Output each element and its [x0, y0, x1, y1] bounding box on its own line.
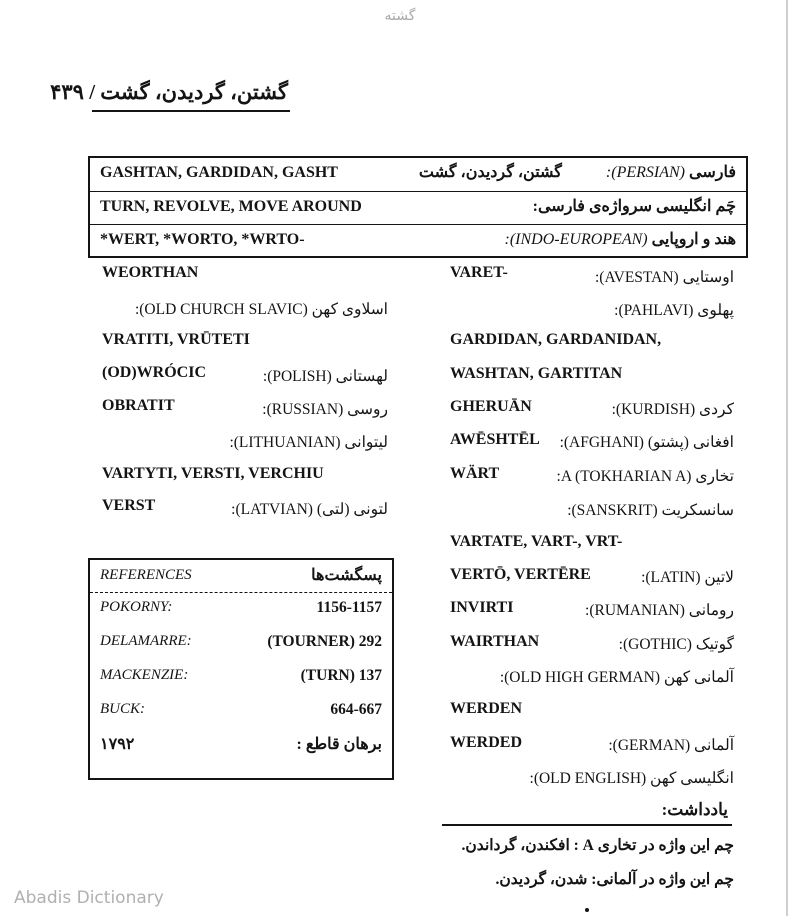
note-line: چم این واژه در تخاری A : افکندن، گرداندن. — [461, 837, 734, 854]
meaning-label-text: چَم انگلیسی سرواژه‌ی فارسی: — [532, 198, 736, 215]
pie-label — [505, 229, 736, 249]
reference-row — [90, 730, 392, 760]
lang-label: لاتین (LATIN): — [641, 569, 734, 586]
reference-row — [90, 594, 392, 624]
lang-label: آلمانی (GERMAN): — [608, 737, 734, 754]
reference-value: (TURN) 137 — [300, 667, 382, 684]
notes-rule — [442, 824, 732, 826]
lang-label: انگلیسی کهن (OLD ENGLISH): — [529, 770, 734, 787]
page-edge-line — [786, 0, 788, 916]
cognate-word: VARET- — [450, 264, 508, 281]
headword-row-meaning — [90, 191, 746, 225]
lang-label: گوتیک (GOTHIC): — [618, 636, 734, 653]
cognate-word: WASHTAN, GARTITAN — [450, 365, 623, 382]
lang-label: افغانی (پشتو) (AFGHANI): — [559, 434, 734, 451]
top-title: گشته — [384, 8, 416, 24]
lang-label: کردی (KURDISH): — [611, 401, 734, 418]
references-title-fa: پسگشت‌ها — [311, 567, 382, 584]
reference-row — [90, 628, 392, 658]
cognate-word: INVIRTI — [450, 599, 514, 616]
headword-fa — [419, 162, 736, 182]
page-header: گشتن، گردیدن، گشت / ۴۳۹ — [50, 80, 288, 104]
cognate-word: VERST — [102, 497, 156, 514]
headword-row-persian — [90, 158, 746, 191]
pie-label-text: هند و اروپایی — [651, 231, 736, 248]
lang-label: لهستانی (POLISH): — [262, 368, 388, 385]
headword-en: GASHTAN, GARDIDAN, GASHT — [100, 164, 338, 181]
lang-label: آلمانی کهن (OLD HIGH GERMAN): — [499, 669, 734, 686]
references-header — [90, 560, 392, 593]
reference-key: MACKENZIE: — [100, 667, 189, 683]
lang-latin: (PERSIAN): — [605, 164, 685, 181]
reference-value: 1156-1157 — [316, 599, 382, 616]
reference-key: POKORNY: — [100, 599, 173, 615]
watermark: Abadis Dictionary — [14, 888, 164, 908]
pie-label-latin: (INDO-EUROPEAN): — [504, 231, 648, 248]
references-title-en: REFERENCES — [100, 567, 192, 583]
reference-value-fa: ۱۷۹۲ — [100, 736, 135, 753]
lang-label: رومانی (RUMANIAN): — [585, 602, 734, 619]
references-box — [88, 558, 394, 780]
reference-key: DELAMARRE: — [100, 633, 192, 649]
cognate-word: GARDIDAN, GARDANIDAN, — [450, 331, 662, 348]
pie-root: *WERT, *WORTO, *WRTO- — [100, 231, 305, 248]
lang-label: روسی (RUSSIAN): — [262, 401, 388, 418]
headword-box — [88, 156, 748, 258]
lang-label: اسلاوی کهن (OLD CHURCH SLAVIC): — [134, 301, 388, 318]
lang-label: سانسکریت (SANSKRIT): — [567, 502, 734, 519]
reference-row — [90, 696, 392, 726]
cognate-word: WERDED — [450, 734, 523, 751]
reference-row — [90, 662, 392, 692]
headword-persian-word: گشتن، گردیدن، گشت — [418, 164, 562, 181]
reference-value: 664-667 — [330, 701, 382, 718]
cognate-word: WEORTHAN — [102, 264, 199, 281]
page-dot — [585, 908, 589, 912]
meaning-en: TURN, REVOLVE, MOVE AROUND — [100, 198, 362, 215]
headword-row-pie — [90, 224, 746, 258]
cognate-word: WERDEN — [450, 700, 523, 717]
cognate-word: VERTŌ, VERTĒRE — [450, 566, 591, 583]
cognate-word: VRATITI, VRŪTETI — [102, 331, 250, 348]
reference-key-fa: برهان قاطع : — [296, 736, 382, 753]
cognate-word: OBRATIT — [102, 397, 175, 414]
cognate-word: VARTYTI, VERSTI, VERCHIU — [102, 465, 324, 482]
lang-label: فارسی — [689, 164, 736, 181]
notes-title: یادداشت: — [661, 800, 728, 819]
lang-label: لتونی (لتی) (LATVIAN): — [231, 501, 388, 518]
lang-label: پهلوی (PAHLAVI): — [614, 302, 734, 319]
header-underline — [92, 110, 290, 112]
cognate-word: AWĒSHTĒL — [450, 431, 540, 448]
cognate-word: GHERUĀN — [450, 398, 532, 415]
cognate-word: (OD)WRÓCIC — [102, 364, 206, 381]
cognate-word: VARTATE, VART-, VRT- — [450, 533, 623, 550]
cognate-word: WAIRTHAN — [450, 633, 540, 650]
meaning-label — [533, 196, 736, 216]
lang-label: اوستایی (AVESTAN): — [594, 269, 734, 286]
reference-key: BUCK: — [100, 701, 145, 717]
lang-label: تخاری A (TOKHARIAN A): — [556, 468, 734, 485]
lang-label: لیتوانی (LITHUANIAN): — [229, 434, 388, 451]
reference-value: (TOURNER) 292 — [267, 633, 382, 650]
cognate-word: WÄRT — [450, 465, 500, 482]
note-line: چم این واژه در آلمانی: شدن، گردیدن. — [495, 871, 734, 888]
